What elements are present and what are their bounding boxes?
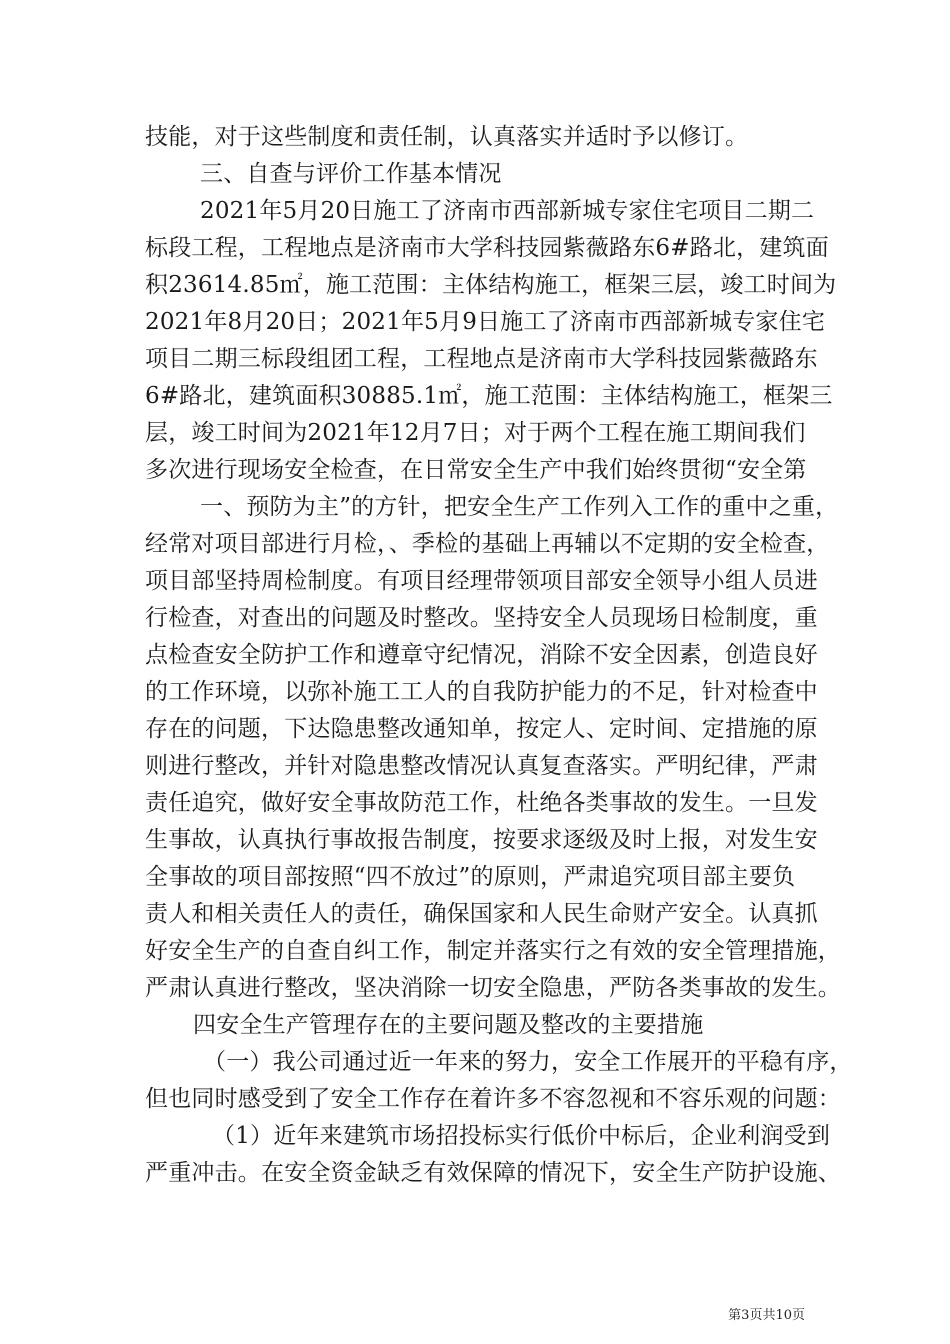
section-heading: 四安全生产管理存在的主要问题及整改的主要措施 bbox=[193, 1012, 704, 1038]
body-line: 多次进行现场安全检查，在日常安全生产中我们始终贯彻“安全第 bbox=[145, 457, 807, 483]
page-number: 第3页共10页 bbox=[728, 1308, 805, 1323]
body-line: 点检查安全防护工作和遵章守纪情况，消除不安全因素，创造良好 bbox=[145, 642, 818, 668]
body-line: 责任追究，做好安全事故防范工作，杜绝各类事故的发生。一旦发 bbox=[145, 790, 818, 816]
body-line: 2021年8月20日；2021年5月9日施工了济南市西部新城专家住宅 bbox=[145, 309, 826, 335]
body-line: 但也同时感受到了安全工作存在着许多不容忽视和不容乐观的问题： bbox=[145, 1086, 841, 1112]
body-line: 积23614.85㎡，施工范围：主体结构施工，框架三层，竣工时间为 bbox=[145, 272, 837, 298]
body-line: 严重冲击。在安全资金缺乏有效保障的情况下，安全生产防护设施、 bbox=[145, 1160, 841, 1186]
body-line: 严肃认真进行整改，坚决消除一切安全隐患，严防各类事故的发生。 bbox=[145, 975, 841, 1001]
body-line: 经常对项目部进行月检，、季检的基础上再辅以不定期的安全检查， bbox=[145, 531, 830, 557]
body-line: 6#路北，建筑面积30885.1㎡，施工范围：主体结构施工，框架三 bbox=[145, 383, 833, 409]
body-line: 2021年5月20日施工了济南市西部新城专家住宅项目二期二 bbox=[200, 198, 815, 224]
body-line: 项目二期三标段组团工程，工程地点是济南市大学科技园紫薇路东 bbox=[145, 346, 818, 372]
body-line: 则进行整改，并针对隐患整改情况认真复查落实。严明纪律，严肃 bbox=[145, 753, 818, 779]
body-line: 全事故的项目部按照“四不放过”的原则，严肃追究项目部主要负 bbox=[145, 864, 796, 890]
body-line: 一、预防为主”的方针，把安全生产工作列入工作的重中之重， bbox=[200, 494, 839, 520]
body-line: 的工作环境，以弥补施工工人的自我防护能力的不足，针对检查中 bbox=[145, 679, 818, 705]
body-line: 好安全生产的自查自纠工作，制定并落实行之有效的安全管理措施， bbox=[145, 938, 841, 964]
body-line: 责人和相关责任人的责任，确保国家和人民生命财产安全。认真抓 bbox=[145, 901, 818, 927]
body-line: 存在的问题，下达隐患整改通知单，按定人、定时间、定措施的原 bbox=[145, 716, 818, 742]
body-line: 标段工程，工程地点是济南市大学科技园紫薇路东6#路北，建筑面 bbox=[145, 235, 829, 261]
body-line: （1）近年来建筑市场招投标实行低价中标后，企业利润受到 bbox=[212, 1123, 831, 1149]
section-heading: 三、自查与评价工作基本情况 bbox=[200, 161, 502, 187]
body-line: 生事故，认真执行事故报告制度，按要求逐级及时上报，对发生安 bbox=[145, 827, 818, 853]
body-line: 技能，对于这些制度和责任制，认真落实并适时予以修订。 bbox=[145, 124, 749, 150]
body-line: （一）我公司通过近一年来的努力，安全工作展开的平稳有序， bbox=[203, 1049, 853, 1075]
body-line: 项目部坚持周检制度。有项目经理带领项目部安全领导小组人员进 bbox=[145, 568, 818, 594]
body-line: 行检查，对查出的问题及时整改。坚持安全人员现场日检制度，重 bbox=[145, 605, 818, 631]
body-line: 层，竣工时间为2021年12月7日；对于两个工程在施工期间我们 bbox=[145, 420, 806, 446]
